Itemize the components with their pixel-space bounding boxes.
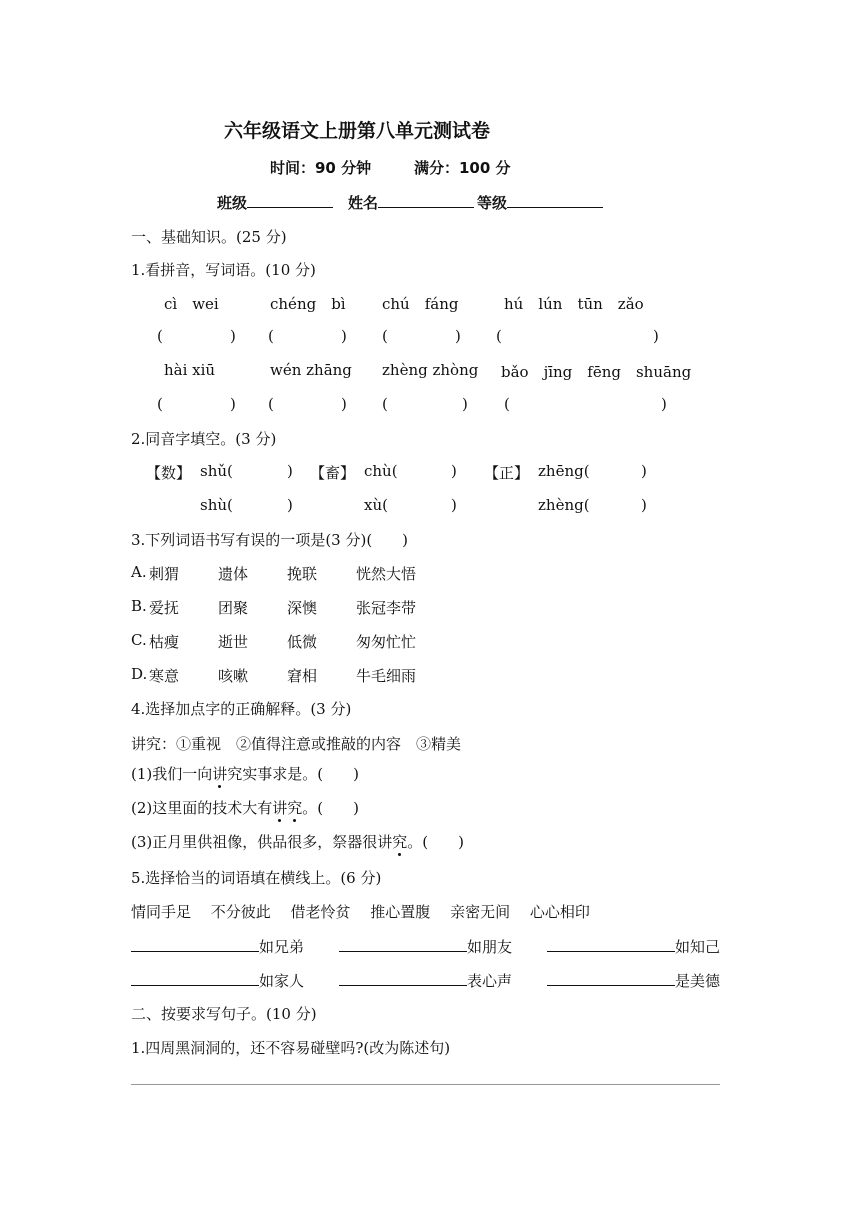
time-label: 时间：90 分钟 (270, 159, 372, 177)
option-c-label: C. (131, 631, 147, 649)
blank-suffix-1: 如兄弟 (259, 938, 305, 956)
fill-blank-3[interactable] (547, 935, 720, 957)
homophone-shu-2: shù( (200, 496, 233, 514)
grade-blank[interactable] (507, 191, 603, 208)
option-d-word-2: 咳嗽 (218, 667, 249, 685)
blank-line-5[interactable] (339, 969, 467, 986)
homophone-chu: chù( (364, 462, 398, 480)
q4-s1-char: 究 (227, 765, 243, 783)
option-d-word-3: 窘相 (287, 667, 318, 685)
q3-title: 3.下列词语书写有误的一项是(3 分)( ) (131, 531, 409, 549)
homophone-chu-close: ) (451, 462, 457, 480)
homophone-tag-zheng: 【正】 (484, 464, 530, 482)
fill-blank-5[interactable] (339, 969, 512, 991)
answer-paren-5-close: ) (230, 395, 236, 413)
dotted-char-jiang: 讲 (212, 765, 228, 783)
name-label: 姓名 (348, 194, 379, 212)
homophone-zheng-2-close: ) (641, 496, 647, 514)
q4-s2-before: (2)这里面的技术大有 (131, 799, 273, 817)
q4-s3-char: 讲 (377, 833, 393, 851)
option-b-word-1: 爱抚 (149, 599, 180, 617)
class-field[interactable] (217, 191, 333, 213)
q5-title: 5.选择恰当的词语填在横线上。(6 分) (131, 869, 382, 887)
class-label: 班级 (217, 194, 248, 212)
answer-paren-2-open: ( (268, 327, 274, 345)
homophone-shu-1: shǔ( (200, 462, 233, 480)
blank-suffix-5: 表心声 (467, 972, 513, 990)
homophone-zheng-2: zhèng( (538, 496, 590, 514)
option-d-label: D. (131, 665, 148, 683)
answer-paren-4-open: ( (496, 327, 502, 345)
q4-sentence-3 (131, 831, 464, 852)
blank-suffix-2: 如朋友 (467, 938, 513, 956)
option-c-word-3: 低微 (287, 633, 318, 651)
fill-blank-6[interactable] (547, 969, 720, 991)
blank-suffix-6: 是美德 (675, 972, 721, 990)
pinyin-4: hú lún tūn zǎo (504, 295, 644, 313)
q5-word-choices: 情同手足 不分彼此 借老怜贫 推心置腹 亲密无间 心心相印 (131, 903, 590, 921)
pinyin-6: wén zhāng (270, 361, 352, 379)
option-a-word-2: 遗体 (218, 565, 249, 583)
homophone-tag-chu: 【畜】 (310, 464, 356, 482)
homophone-xu-close: ) (451, 496, 457, 514)
option-c-word-2: 逝世 (218, 633, 249, 651)
blank-line-1[interactable] (131, 935, 259, 952)
answer-paren-7-close: ) (462, 395, 468, 413)
option-a-word-3: 挽联 (287, 565, 318, 583)
pinyin-8: bǎo jīng fēng shuāng (501, 363, 692, 381)
option-c-word-1: 枯瘦 (149, 633, 180, 651)
q4-sentence-1 (131, 763, 359, 784)
answer-line[interactable] (131, 1084, 720, 1085)
option-a-word-4: 恍然大悟 (356, 565, 417, 583)
s2-q1: 1.四周黑洞洞的，还不容易碰壁吗?(改为陈述句) (131, 1039, 451, 1057)
q4-s1-after: 实事求是。( ) (242, 765, 359, 783)
option-b-word-4: 张冠李带 (356, 599, 417, 617)
fill-blank-4[interactable] (131, 969, 304, 991)
score-label: 满分：100 分 (414, 159, 511, 177)
q4-s1-before: (1)我们一向 (131, 765, 213, 783)
q4-s3-before: (3)正月里供祖像，供品很多，祭器很 (131, 833, 378, 851)
homophone-xu: xù( (364, 496, 388, 514)
pinyin-7: zhèng zhòng (382, 361, 479, 379)
homophone-shu-2-close: ) (287, 496, 293, 514)
option-b-label: B. (131, 597, 147, 615)
option-b-word-3: 深懊 (287, 599, 318, 617)
grade-field[interactable] (477, 191, 603, 213)
answer-paren-5-open: ( (157, 395, 163, 413)
q2-title: 2.同音字填空。(3 分) (131, 430, 277, 448)
name-blank[interactable] (378, 191, 474, 208)
option-c-word-4: 匆匆忙忙 (356, 633, 417, 651)
answer-paren-6-open: ( (268, 395, 274, 413)
q4-definition: 讲究：①重视 ②值得注意或推敲的内容 ③精美 (131, 735, 462, 753)
name-field[interactable] (348, 191, 474, 213)
q4-title: 4.选择加点字的正确解释。(3 分) (131, 700, 352, 718)
blank-line-2[interactable] (339, 935, 467, 952)
option-a-word-1: 刺猬 (149, 565, 180, 583)
homophone-zheng-1: zhēng( (538, 462, 590, 480)
option-d-word-1: 寒意 (149, 667, 180, 685)
answer-paren-3-close: ) (455, 327, 461, 345)
answer-paren-8-open: ( (504, 395, 510, 413)
homophone-shu-1-close: ) (287, 462, 293, 480)
q4-s2-after: 。( ) (302, 799, 359, 817)
answer-paren-1-close: ) (230, 327, 236, 345)
blank-line-4[interactable] (131, 969, 259, 986)
blank-line-3[interactable] (547, 935, 675, 952)
grade-label: 等级 (477, 194, 508, 212)
fill-blank-2[interactable] (339, 935, 512, 957)
pinyin-1: cì wei (164, 295, 219, 313)
blank-suffix-3: 如知己 (675, 938, 721, 956)
pinyin-5: hài xiū (164, 361, 216, 379)
page-title: 六年级语文上册第八单元测试卷 (224, 120, 491, 142)
q1-title: 1.看拼音，写词语。(10 分) (131, 261, 316, 279)
homophone-tag-shu: 【数】 (146, 464, 192, 482)
blank-suffix-4: 如家人 (259, 972, 305, 990)
dotted-char-jiu-3: 究 (392, 833, 408, 851)
fill-blank-1[interactable] (131, 935, 304, 957)
answer-paren-3-open: ( (382, 327, 388, 345)
answer-paren-6-close: ) (341, 395, 347, 413)
answer-paren-7-open: ( (382, 395, 388, 413)
pinyin-2: chéng bì (270, 295, 346, 313)
class-blank[interactable] (247, 191, 333, 208)
q4-sentence-2 (131, 797, 359, 818)
blank-line-6[interactable] (547, 969, 675, 986)
answer-paren-4-close: ) (653, 327, 659, 345)
pinyin-3: chú fáng (382, 295, 459, 313)
dotted-char-jiu-2: 究 (287, 799, 303, 817)
answer-paren-2-close: ) (341, 327, 347, 345)
section1-heading: 一、基础知识。(25 分) (131, 228, 287, 246)
answer-paren-1-open: ( (157, 327, 163, 345)
homophone-zheng-1-close: ) (641, 462, 647, 480)
dotted-char-jiang-2: 讲 (272, 799, 288, 817)
option-b-word-2: 团聚 (218, 599, 249, 617)
section2-heading: 二、按要求写句子。(10 分) (131, 1005, 317, 1023)
option-d-word-4: 牛毛细雨 (356, 667, 417, 685)
option-a-label: A. (131, 563, 147, 581)
q4-s3-after: 。( ) (407, 833, 464, 851)
answer-paren-8-close: ) (661, 395, 667, 413)
